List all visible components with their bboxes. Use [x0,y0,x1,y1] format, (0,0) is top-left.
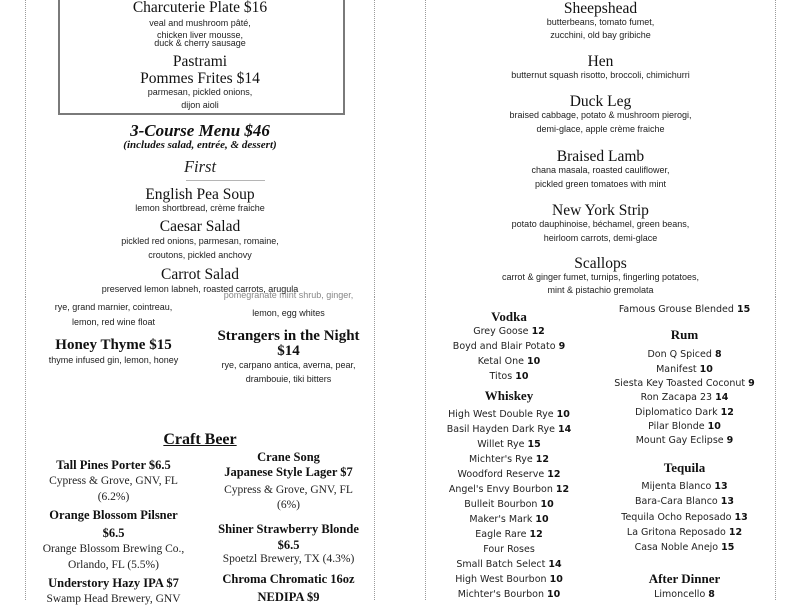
spirit-item: Grey Goose 12 [473,326,545,337]
menu-page-appetizers-and-course [25,0,375,297]
dish-desc: mint & pistachio gremolata [547,285,654,295]
spirit-item: Tequila Ocho Reposado 13 [621,512,748,523]
beer-desc: (6%) [277,499,300,511]
dish-desc: butterbeans, tomato fumet, [546,17,655,27]
cocktail-name: $14 [277,343,300,359]
spirit-item: Michter's Bourbon 10 [457,589,561,600]
beer-name: Orange Blossom Pilsner [49,508,178,522]
cocktail-name: Honey Thyme $15 [55,337,172,353]
spirit-item: High West Bourbon 10 [455,574,563,585]
dish-desc: chana masala, roasted cauliflower, [531,165,670,175]
cocktail-desc: lemon, egg whites [252,308,325,318]
menu-page-spirits [425,297,776,600]
cocktail-desc: pomegranate mint shrub, ginger, [223,290,354,300]
spirit-item: Small Batch Select 14 [456,559,562,570]
dish-desc: heirloom carrots, demi-glace [543,233,658,243]
spirit-item: Four Roses [483,544,535,555]
spirit-item: Boyd and Blair Potato 9 [452,341,566,352]
dish-name: Sheepshead [563,0,638,17]
dish-desc: chicken liver mousse, [156,30,244,40]
cocktail-desc: rye, grand marnier, cointreau, [54,302,173,312]
dish-name: Duck Leg [569,93,632,110]
spirit-item: Mijenta Blanco 13 [641,481,728,492]
course-menu-subtitle: (includes salad, entrée, & dessert) [123,139,277,151]
menu-page-cocktails-and-beer [25,290,375,605]
beer-name: Shiner Strawberry Blonde [218,522,359,536]
dish-desc: potato dauphinoise, béchamel, green beans, [511,219,690,229]
course-menu-title: 3-Course Menu $46 [130,121,270,140]
dish-desc: preserved lemon labneh, roasted carrots, arugula [101,284,299,294]
beer-name: Chroma Chromatic 16oz [222,572,355,586]
dish-desc: parmesan, pickled onions, [147,87,253,97]
spirit-item: Basil Hayden Dark Rye 14 [446,424,572,435]
spirit-heading-vodka: Vodka [491,309,527,324]
beer-desc: (6.2%) [97,491,130,503]
spirit-item: Diplomatico Dark 12 [635,407,734,418]
spirit-heading-rum: Rum [670,327,699,342]
beer-desc: Orange Blossom Brewing Co., [42,543,185,555]
spirit-item: Casa Noble Anejo 15 [634,542,735,553]
beer-desc: Swamp Head Brewery, GNV [46,593,181,605]
spirit-item: Limoncello 8 [654,589,715,600]
cocktail-desc: rye, carpano antica, averna, pear, [221,360,356,370]
dish-desc: duck & cherry sausage [154,38,246,48]
spirit-item: Michter's Rye 12 [469,454,549,465]
spirit-heading-after-dinner: After Dinner [648,571,721,586]
dish-name: Pastrami [172,53,228,70]
dish-name: English Pea Soup [145,186,255,203]
cocktail-desc: thyme infused gin, lemon, honey [48,355,179,365]
spirit-heading-whiskey: Whiskey [484,388,534,403]
beer-desc: Orlando, FL (5.5%) [68,559,159,571]
beer-desc: Cypress & Grove, GNV, FL [224,484,353,496]
beer-name: $6.5 [277,538,300,552]
spirit-item: Willet Rye 15 [477,439,541,450]
spirit-item: Siesta Key Toasted Coconut 9 [614,378,755,389]
dish-desc: veal and mushroom pâté, [149,18,251,28]
spirit-item: Famous Grouse Blended 15 [618,304,751,315]
dish-desc: carrot & ginger fumet, turnips, fingerling potatoes, [501,272,700,282]
spirit-item: Mount Gay Eclipse 9 [635,435,734,446]
dish-desc: butternut squash risotto, broccoli, chimichurri [511,70,690,80]
spirit-item: Woodford Reserve 12 [457,469,561,480]
dish-desc: pickled green tomatoes with mint [534,179,667,189]
beer-name: Tall Pines Porter $6.5 [56,458,171,472]
menu-page-entrees [425,0,776,297]
spirit-item: Ron Zacapa 23 14 [640,392,729,403]
dish-desc: dijon aioli [181,100,219,110]
dish-name: Braised Lamb [556,148,645,165]
spirit-item: High West Double Rye 10 [448,409,570,420]
dish-desc: demi-glace, apple crème fraiche [536,124,665,134]
dish-desc: zucchini, old bay gribiche [550,30,651,40]
cocktail-desc: lemon, red wine float [71,317,156,327]
spirit-item: Titos 10 [489,371,529,382]
dish-name: Charcuterie Plate $16 [132,0,268,16]
dish-name: Carrot Salad [161,266,239,283]
beer-name: Understory Hazy IPA $7 [48,576,179,590]
dish-desc: braised cabbage, potato & mushroom pierogi, [509,110,692,120]
cocktail-name: Strangers in the Night [217,328,360,344]
spirit-item: Pilar Blonde 10 [648,421,721,432]
dish-desc: pickled red onions, parmesan, romaine, [121,236,279,246]
craft-beer-heading: Craft Beer [163,431,237,448]
dish-name: Pommes Frites $14 [140,70,260,87]
beer-name: Japanese Style Lager $7 [224,465,353,479]
dish-name: Scallops [574,255,627,272]
section-heading-first: First [183,157,217,176]
dish-name: Caesar Salad [159,218,241,235]
spirit-item: Manifest 10 [656,364,713,375]
spirit-item: Ketal One 10 [477,356,541,367]
cocktail-desc: drambouie, tiki bitters [245,374,332,384]
beer-desc: Spoetzl Brewery, TX (4.3%) [222,553,355,565]
spirit-item: La Gritona Reposado 12 [626,527,743,538]
spirit-heading-tequila: Tequila [663,460,706,475]
beer-name: NEDIPA $9 [257,590,320,604]
spirit-item: Maker's Mark 10 [469,514,549,525]
dish-desc: lemon shortbread, crème fraiche [135,203,265,213]
beer-name: $6.5 [102,526,125,540]
section-divider [186,180,265,181]
dish-name: New York Strip [552,202,649,219]
spirit-item: Bara-Cara Blanco 13 [635,496,734,507]
beer-desc: Cypress & Grove, GNV, FL [49,475,178,487]
dish-desc: croutons, pickled anchovy [148,250,252,260]
spirit-item: Eagle Rare 12 [475,529,543,540]
beer-name: Crane Song [257,450,320,464]
spirit-item: Angel's Envy Bourbon 12 [448,484,570,495]
dish-name: Hen [587,53,614,70]
spirit-item: Don Q Spiced 8 [647,349,722,360]
spirit-item: Bulleit Bourbon 10 [464,499,554,510]
